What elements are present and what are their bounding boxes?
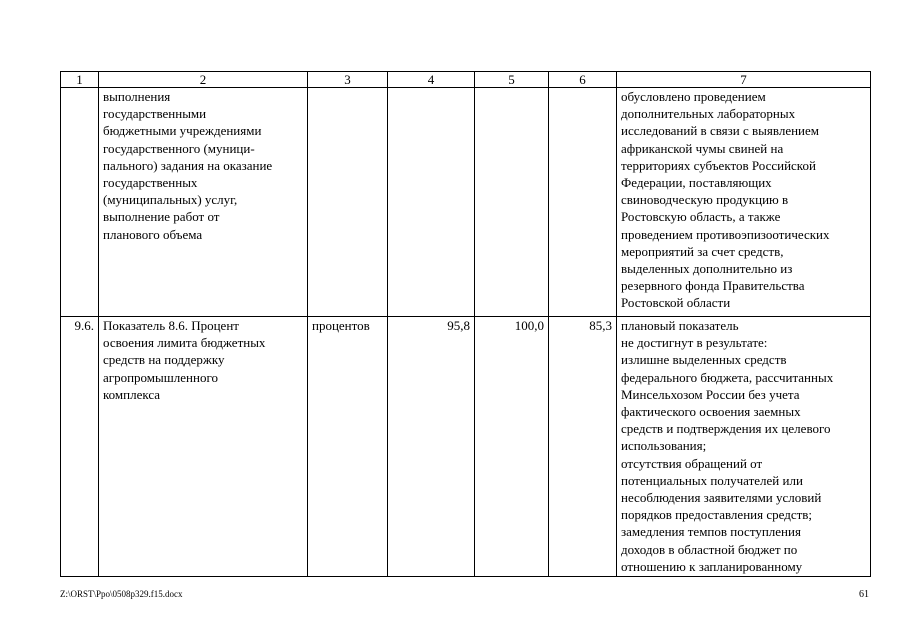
comment-cell	[617, 317, 871, 577]
text-line: несоблюдения заявителями условий	[621, 490, 822, 506]
text-line: Показатель 8.6. Процент	[103, 318, 239, 333]
text-line: излишне выделенных средств	[621, 352, 787, 368]
value-cell: 95,8	[388, 317, 475, 577]
value-cell: 100,0	[475, 317, 549, 577]
header-cell: 1	[61, 72, 99, 88]
text-line: проведением противоэпизоотических	[621, 226, 830, 242]
text-line: дополнительных лабораторных	[621, 106, 796, 122]
text-line: исследований в связи с выявлением	[621, 123, 820, 139]
header-cell: 5	[475, 72, 549, 88]
indicator-cell	[99, 317, 308, 577]
text-line: (муниципальных) услуг,	[103, 192, 238, 208]
row-number-cell: 9.6.	[61, 317, 99, 577]
text-line: свиноводческую продукцию в	[621, 192, 789, 208]
text-line: Ростовской области	[621, 295, 731, 311]
text-line: отсутствия обращений от	[621, 455, 763, 471]
text-line: потенциальных получателей или	[621, 472, 803, 488]
footer-file-path: Z:\ORST\Ppo\0508p329.f15.docx	[60, 589, 183, 599]
page-number: 61	[859, 589, 869, 600]
text-line: государственного (муници-	[103, 140, 255, 156]
indicator-cell	[99, 88, 308, 317]
header-row	[61, 72, 871, 88]
text-line: выполнения	[103, 89, 171, 104]
comment-cell	[617, 88, 871, 317]
row-number-cell	[61, 88, 99, 317]
table-row-9-6	[61, 317, 871, 577]
header-cell: 2	[99, 72, 308, 88]
text-line: фактического освоения заемных	[621, 404, 801, 420]
value-cell: 85,3	[549, 317, 617, 577]
text-line: Ростовскую область, а также	[621, 209, 781, 225]
text-line: Минсельхозом России без учета	[621, 386, 800, 402]
text-line: замедления темпов поступления	[621, 524, 801, 540]
header-cell: 7	[617, 72, 871, 88]
text-line: доходов в областной бюджет по	[621, 541, 798, 557]
text-line: использования;	[621, 438, 707, 454]
value-cell	[388, 88, 475, 317]
text-line: государственными	[103, 106, 207, 122]
text-line: мероприятий за счет средств,	[621, 243, 784, 259]
value-cell	[475, 88, 549, 317]
text-line: африканской чумы свиней на	[621, 140, 784, 156]
text-line: федерального бюджета, рассчитанных	[621, 369, 834, 385]
text-line: не достигнут в результате:	[621, 335, 768, 351]
continuation-row	[61, 88, 871, 317]
header-cell: 6	[549, 72, 617, 88]
text-line: обусловлено проведением	[621, 89, 766, 104]
header-cell: 4	[388, 72, 475, 88]
header-cell: 3	[308, 72, 388, 88]
text-line: резервного фонда Правительства	[621, 278, 805, 294]
text-line: выполнение работ от	[103, 209, 220, 225]
text-line: средств на поддержку	[103, 352, 225, 368]
text-line: государственных	[103, 175, 198, 191]
unit-cell	[308, 88, 388, 317]
text-line: выделенных дополнительно из	[621, 261, 793, 277]
text-line: агропромышленного	[103, 369, 218, 385]
text-line: отношению к запланированному	[621, 558, 803, 574]
text-line: плановый показатель	[621, 318, 739, 333]
unit-cell: процентов	[308, 317, 388, 577]
text-line: территориях субъектов Российской	[621, 157, 816, 173]
text-line: средств и подтверждения их целевого	[621, 421, 831, 437]
value-cell	[549, 88, 617, 317]
text-line: бюджетными учреждениями	[103, 123, 262, 139]
text-line: пального) задания на оказание	[103, 157, 273, 173]
text-line: освоения лимита бюджетных	[103, 335, 266, 351]
text-line: планового объема	[103, 226, 203, 242]
data-table	[60, 71, 871, 577]
text-line: порядков предоставления средств;	[621, 507, 813, 523]
text-line: Федерации, поставляющих	[621, 175, 772, 191]
text-line: комплекса	[103, 386, 161, 402]
